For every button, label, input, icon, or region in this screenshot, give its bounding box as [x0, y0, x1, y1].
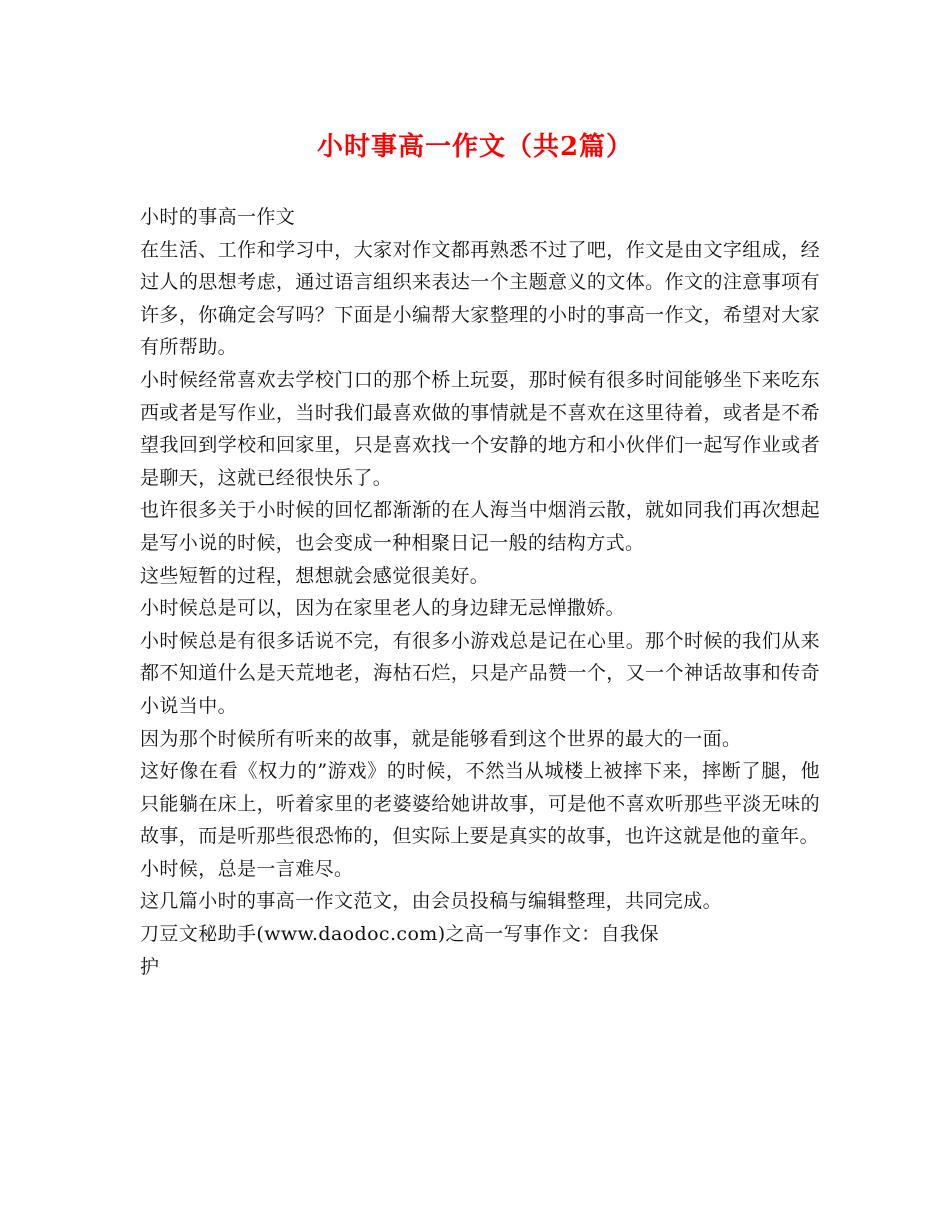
paragraph-bridge: 小时候经常喜欢去学校门口的那个桥上玩耍，那时候有很多时间能够坐下来吃东西或者是写作业，当时我们最喜欢做的事情就是不喜欢在这里待着，或者是不希望我回到学校和回家里，只是喜欢找一个安静的地方和小伙伴们一起写作业或者是聊天，这就已经很快乐了。 — [140, 368, 820, 489]
paragraph-next-article-tail: 护 — [140, 955, 160, 978]
paragraph-hard-to-say: 小时候，总是一言难尽。 — [140, 857, 354, 880]
document-body — [140, 201, 820, 983]
paragraph-credits: 这几篇小时的事高一作文范文，由会员投稿与编辑整理，共同完成。 — [140, 890, 723, 913]
paragraph-games: 小时候总是有很多话说不完，有很多小游戏总是记在心里。那个时候的我们从来都不知道什么是天荒地老，海枯石烂，只是产品赞一个，又一个神话故事和传奇小说当中。 — [140, 629, 820, 717]
paragraph-subtitle: 小时的事高一作文 — [140, 206, 296, 228]
document-title: 小时事高一作文（共2篇） — [316, 132, 634, 162]
paragraph-intro: 在生活、工作和学习中，大家对作文都再熟悉不过了吧，作文是由文字组成，经过人的思想考虑，通过语言组织来表达一个主题意义的文体。作文的注意事项有许多，你确定会写吗？下面是小编帮大家整理的小时的事高一作文，希望对大家有所帮助。 — [140, 238, 820, 359]
paragraph-short-process: 这些短暂的过程，想想就会感觉很美好。 — [140, 564, 490, 587]
paragraph-game-of-thrones: 这好像在看《权力的”游戏》的时候，不然当从城楼上被摔下来，摔断了腿，他只能躺在床上，听着家里的老婆婆给她讲故事，可是他不喜欢听那些平淡无味的故事，而是听那些很恐怖的，但实际上要是真实的故事，也许这就是他的童年。 — [140, 760, 820, 848]
paragraph-next-article: 刀豆文秘助手(www.daodoc.com)之高一写事作文：自我保 — [140, 923, 659, 946]
paragraph-stories: 因为那个时候所有听来的故事，就是能够看到这个世界的最大的一面。 — [140, 727, 742, 750]
paragraph-elders: 小时候总是可以，因为在家里老人的身边肆无忌惮撒娇。 — [140, 597, 626, 620]
paragraph-memories: 也许很多关于小时候的回忆都渐渐的在人海当中烟消云散，就如同我们再次想起是写小说的时候，也会变成一种相聚日记一般的结构方式。 — [140, 499, 820, 554]
